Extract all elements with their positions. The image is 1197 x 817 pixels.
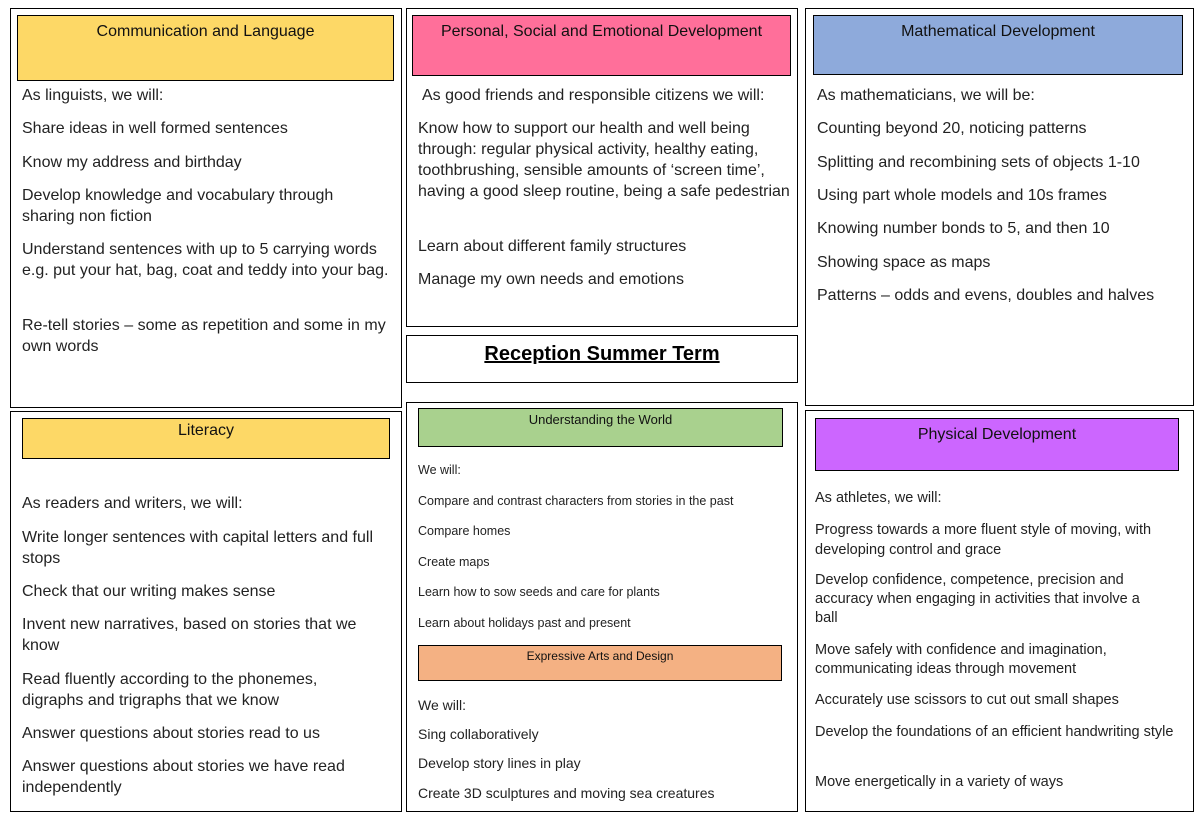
comm-item-2: Know my address and birthday	[22, 154, 242, 171]
math-intro: As mathematicians, we will be:	[817, 87, 1035, 104]
pse-intro: As good friends and responsible citizens we will:	[422, 87, 765, 104]
math-item-4: Knowing number bonds to 5, and then 10	[817, 220, 1110, 237]
math-item-5: Showing space as maps	[817, 254, 991, 271]
phys-item-6: Move energetically in a variety of ways	[815, 774, 1064, 790]
math-item-6: Patterns – odds and evens, doubles and halves	[817, 287, 1155, 304]
literacy-item-3: Invent new narratives, based on stories that we know	[22, 616, 357, 654]
math-item-2: Splitting and recombining sets of objects 1-10	[817, 154, 1140, 171]
utw-header: Understanding the World	[418, 408, 783, 447]
literacy-intro: As readers and writers, we will:	[22, 495, 243, 512]
ead-header: Expressive Arts and Design	[418, 645, 782, 681]
literacy-item-1: Write longer sentences with capital letters and full stops	[22, 529, 373, 567]
term-title: Reception Summer Term	[484, 343, 720, 365]
communication-language-header: Communication and Language	[17, 15, 394, 81]
pse-header: Personal, Social and Emotional Development	[412, 15, 791, 76]
math-item-1: Counting beyond 20, noticing patterns	[817, 120, 1087, 137]
literacy-panel	[10, 411, 402, 812]
utw-item-5: Learn about holidays past and present	[418, 616, 631, 630]
phys-item-3: Move safely with confidence and imagination, communicating ideas through movement	[815, 642, 1107, 677]
utw-item-3: Create maps	[418, 555, 490, 569]
ead-item-2: Develop story lines in play	[418, 755, 581, 771]
ead-intro: We will:	[418, 697, 466, 713]
literacy-item-2: Check that our writing makes sense	[22, 583, 276, 600]
phys-item-1: Progress towards a more fluent style of moving, with developing control and grace	[815, 522, 1152, 558]
pse-item-1: Know how to support our health and well being through: regular physical activity, healthy eating, toothbrushing, sensible amounts of ‘screen time’, having a good sleep routine, being a safe pedestrian	[418, 120, 790, 200]
phys-intro: As athletes, we will:	[815, 490, 942, 506]
literacy-header: Literacy	[22, 418, 390, 459]
math-header: Mathematical Development	[813, 15, 1183, 75]
pse-item-3: Manage my own needs and emotions	[418, 271, 684, 288]
literacy-item-6: Answer questions about stories we have read independently	[22, 758, 345, 796]
phys-item-4: Accurately use scissors to cut out small shapes	[815, 692, 1119, 708]
utw-item-1: Compare and contrast characters from stories in the past	[418, 494, 734, 508]
comm-item-3: Develop knowledge and vocabulary through sharing non fiction	[22, 187, 334, 225]
comm-item-5: Re-tell stories – some as repetition and some in my own words	[22, 317, 386, 355]
phys-item-5: Develop the foundations of an efficient handwriting style	[815, 724, 1174, 740]
phys-header: Physical Development	[815, 418, 1179, 471]
literacy-item-5: Answer questions about stories read to us	[22, 725, 320, 742]
phys-item-2: Develop confidence, competence, precision and accuracy when engaging in activities that involve a ball	[815, 572, 1140, 626]
comm-item-1: Share ideas in well formed sentences	[22, 120, 288, 137]
math-item-3: Using part whole models and 10s frames	[817, 187, 1107, 204]
comm-intro: As linguists, we will:	[22, 87, 164, 104]
ead-item-3: Create 3D sculptures and moving sea creatures	[418, 785, 715, 801]
ead-item-1: Sing collaboratively	[418, 726, 539, 742]
utw-item-4: Learn how to sow seeds and care for plants	[418, 585, 660, 599]
utw-item-2: Compare homes	[418, 524, 511, 538]
pse-item-2: Learn about different family structures	[418, 238, 687, 255]
comm-item-4: Understand sentences with up to 5 carrying words e.g. put your hat, bag, coat and teddy into your bag.	[22, 241, 389, 279]
literacy-item-4: Read fluently according to the phonemes, digraphs and trigraphs that we know	[22, 671, 318, 709]
utw-intro: We will:	[418, 463, 461, 477]
